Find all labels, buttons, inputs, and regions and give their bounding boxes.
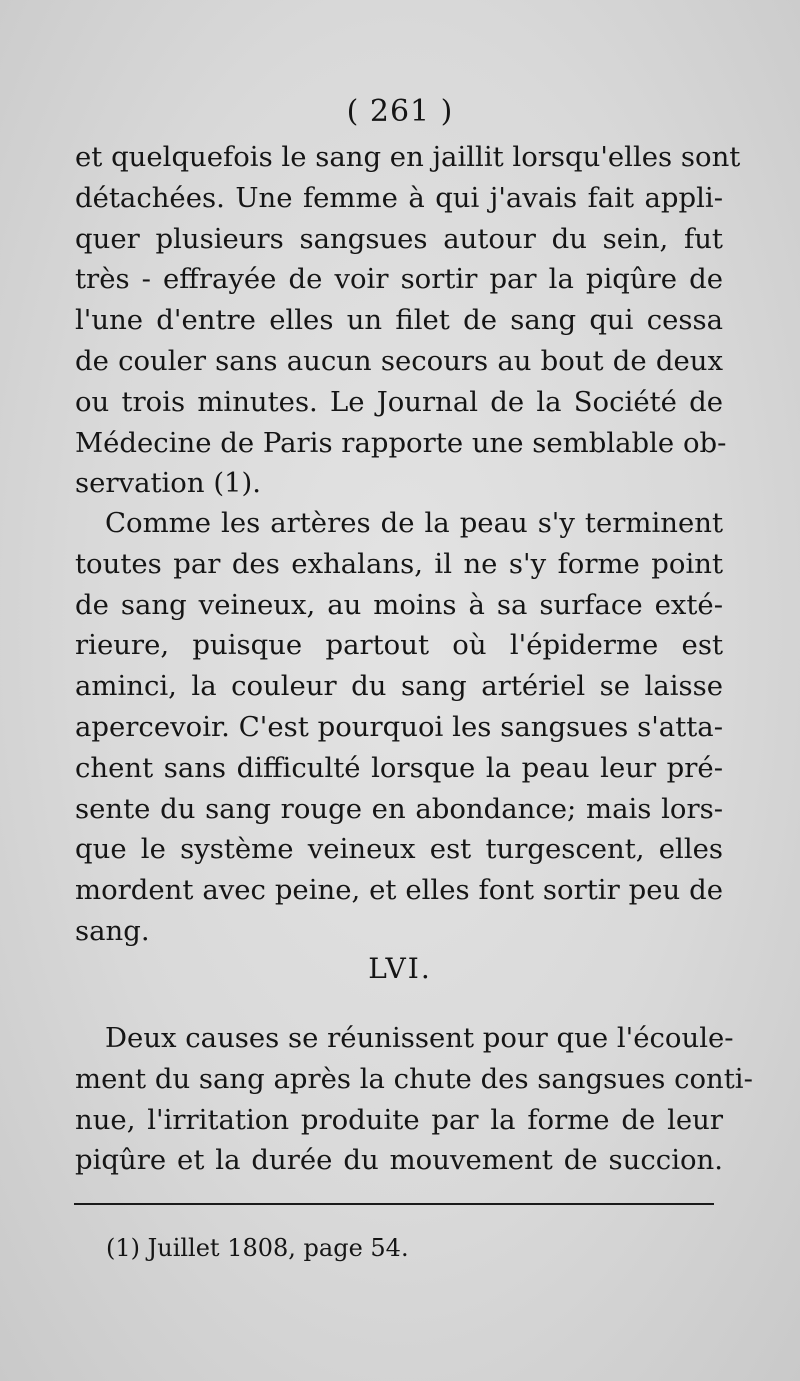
paragraph-3	[75, 1018, 753, 1181]
text-line: Comme les artères de la peau s'y terminent	[105, 507, 723, 539]
text-line: quer plusieurs sangsues autour du sein, fut	[75, 222, 723, 255]
section-heading: LVI.	[368, 952, 432, 985]
text-line: servation (1).	[75, 467, 262, 500]
text-line: de sang veineux, au moins à sa surface exté-	[75, 588, 723, 621]
text-line: nue, l'irritation produite par la forme de leur	[75, 1103, 723, 1136]
paragraph-2	[75, 503, 723, 952]
text-line: mordent avec peine, et elles font sortir peu de	[75, 874, 723, 907]
text-line: ou trois minutes. Le Journal de la Société de	[75, 385, 723, 418]
text-line: détachées. Une femme à qui j'avais fait appli-	[75, 181, 723, 214]
text-line: sente du sang rouge en abondance; mais lors-	[75, 792, 723, 825]
text-line: chent sans difficulté lorsque la peau leur pré-	[75, 751, 723, 784]
page-number: ( 261 )	[346, 94, 454, 129]
text-line: et quelquefois le sang en jaillit lorsqu'elles sont	[75, 141, 741, 173]
text-line: Deux causes se réunissent pour que l'écoule-	[105, 1022, 734, 1054]
footnote: (1) Juillet 1808, page 54.	[106, 1234, 409, 1262]
text-line: apercevoir. C'est pourquoi les sangsues s'atta-	[75, 710, 723, 743]
text-line: très - effrayée de voir sortir par la piqûre de	[75, 263, 723, 296]
text-line: rieure, puisque partout où l'épiderme est	[75, 629, 723, 662]
text-line: ment du sang après la chute des sangsues conti-	[75, 1062, 753, 1095]
text-line: aminci, la couleur du sang artériel se laisse	[75, 670, 723, 703]
text-line: Médecine de Paris rapporte une semblable ob-	[75, 426, 727, 459]
text-line: piqûre et la durée du mouvement de succion.	[75, 1144, 723, 1177]
text-line: toutes par des exhalans, il ne s'y forme point	[75, 547, 723, 580]
text-line: de couler sans aucun secours au bout de deux	[75, 344, 723, 377]
footnote-divider	[74, 1203, 714, 1205]
paragraph-1	[75, 137, 741, 504]
text-line: sang.	[75, 914, 150, 947]
text-line: l'une d'entre elles un filet de sang qui cessa	[75, 304, 723, 337]
text-line: que le système veineux est turgescent, elles	[75, 833, 723, 866]
